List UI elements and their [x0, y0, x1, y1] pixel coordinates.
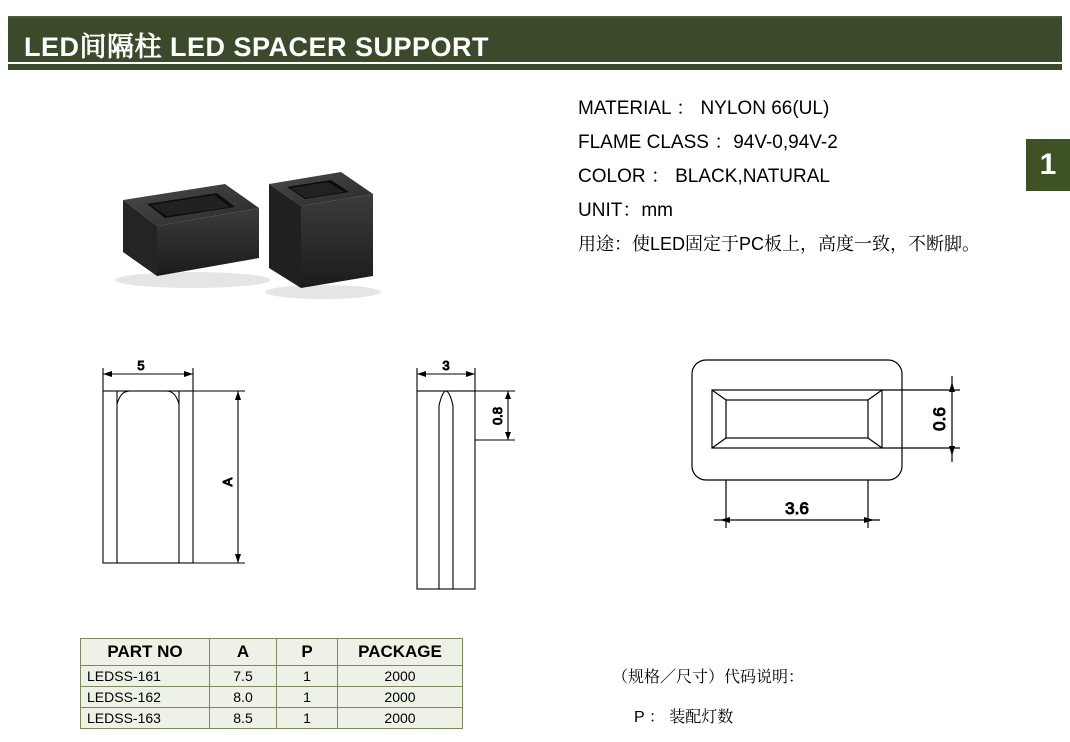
- top-height-label: 0.6: [930, 407, 949, 431]
- spec-material: MATERIAL ： NYLON 66(UL): [578, 98, 830, 119]
- cell-package: 2000: [338, 687, 463, 708]
- page-title: LED间隔柱 LED SPACER SUPPORT: [24, 32, 490, 62]
- cell-package: 2000: [338, 666, 463, 687]
- spec-color: COLOR ： BLACK,NATURAL: [578, 166, 830, 187]
- page-number-badge: 1: [1026, 139, 1070, 191]
- cell-p: 1: [277, 708, 338, 729]
- product-photo: [73, 80, 537, 338]
- top-width-label: 3.6: [785, 499, 809, 518]
- spec-usage: 用途：使LED固定于PC板上，高度一致，不断脚。: [578, 234, 981, 254]
- page-header: [8, 16, 1062, 62]
- spec-flame-class: FLAME CLASS ：94V-0,94V-2: [578, 132, 838, 153]
- table-header-partno: PART NO: [81, 639, 210, 666]
- notes-block: [612, 658, 804, 738]
- side-slot-label: 0.8: [490, 406, 505, 426]
- cell-partno: LEDSS-162: [81, 687, 210, 708]
- cell-package: 2000: [338, 708, 463, 729]
- cell-partno: LEDSS-163: [81, 708, 210, 729]
- table-header-package: PACKAGE: [338, 639, 463, 666]
- table-row: [81, 708, 463, 729]
- cell-a: 7.5: [210, 666, 277, 687]
- dimension-drawings-left: [60, 346, 620, 626]
- table-row: [81, 687, 463, 708]
- table-header-a: A: [210, 639, 277, 666]
- specification-block: [578, 92, 998, 260]
- cell-a: 8.0: [210, 687, 277, 708]
- note-line-1: （规格／尺寸）代码说明：: [612, 669, 805, 686]
- dimension-drawing-top-view: [680, 346, 1010, 586]
- table-header-p: P: [277, 639, 338, 666]
- front-width-label: 5: [137, 358, 145, 373]
- note-line-2: P ： 装配灯数: [634, 709, 734, 726]
- cell-a: 8.5: [210, 708, 277, 729]
- table-row: [81, 666, 463, 687]
- product-photo-illustration: [73, 80, 537, 338]
- cell-p: 1: [277, 687, 338, 708]
- side-width-label: 3: [442, 358, 450, 373]
- spec-unit: UNIT：mm: [578, 200, 673, 221]
- part-number-table: [80, 638, 463, 729]
- cell-partno: LEDSS-161: [81, 666, 210, 687]
- cell-p: 1: [277, 666, 338, 687]
- front-height-label: A: [220, 477, 235, 487]
- table-header-row: [81, 639, 463, 666]
